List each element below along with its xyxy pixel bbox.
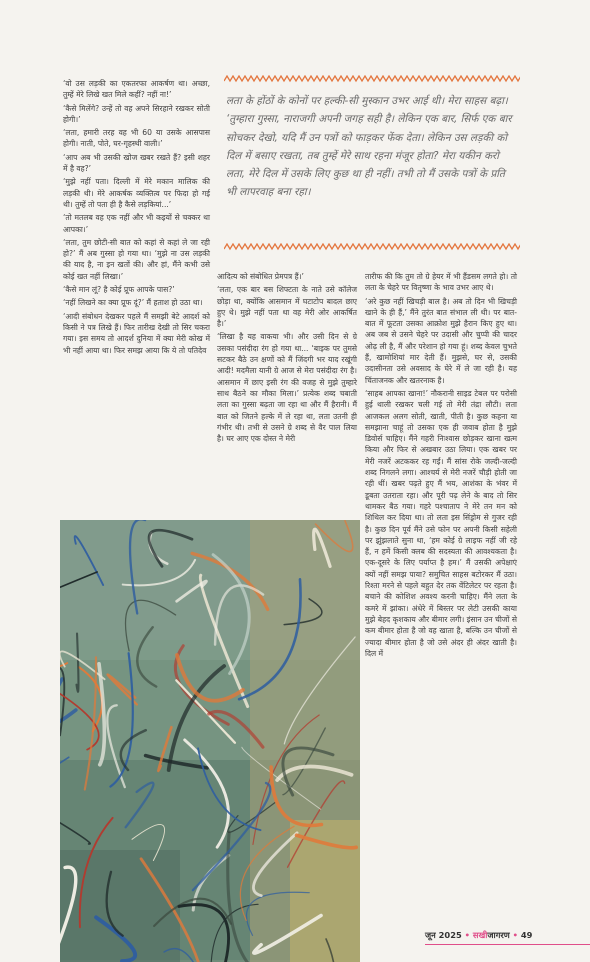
pull-quote: लता के होंठों के कोनों पर हल्की-सी मुस्कान उभर आई थी। मेरा साहस बढ़ा। ‘तुम्हारा गुस्सा, नाराजगी अपनी जगह सही है। लेकिन एक बार, सिर्फ एक बार सोचकर देखो, यदि मैं उन पत्रों को फाड़कर फेंक देता। लेकिन उस लड़की को दिल में बसाए रखता, तब तुम्हें मेरे साथ रहना मंजूर होता? मेरा यकीन करो लता, मेरे दिल में उसके लिए कुछ था ही नहीं। तभी तो मैं उसके पत्रों के प्रति भी लापरवाह बना रहा। [226, 95, 512, 199]
paragraph: ‘आप अब भी उसकी खोज खबर रखते हैं? इसी शहर में है वह?’ [63, 152, 210, 174]
decorative-zigzag-divider [224, 243, 520, 251]
page-footer [425, 930, 532, 941]
paragraph: ‘कैसे मिलेंगे? उन्हें तो वह अपने सिरहाने रखकर सोती होगी।’ [63, 103, 210, 124]
paragraph: आदित्य को संबोधित प्रेमपत्र हैं।’ [217, 272, 304, 281]
story-column-2 [217, 271, 357, 446]
story-column-3 [365, 271, 517, 661]
paragraph: ‘मुझे नहीं पता। दिल्ली में मेरे मकान मालिक की लड़की थी। मेरे आकर्षक व्यक्तित्व पर फिदा हो गई थी। तुम्हें तो पता ही है कैसे लड़कियां...’ [63, 177, 210, 209]
paragraph: तारीफ की कि तुम तो ग्रे हेयर में भी हैंडसम लगते हो। तो लता के चेहरे पर वितृष्णा के भाव उभर आए थे। [365, 272, 517, 293]
paragraph: ‘कैसे मान लूं? है कोई प्रूफ आपके पास?’ [63, 285, 175, 295]
paragraph: ‘नहीं लिखने का क्या प्रूफ दूं?’ मैं हताश हो उठा था। [63, 298, 203, 308]
paragraph: ‘आदी संबोधन देखकर पहले मैं समझी बेटे आदर्श को किसी ने पत्र लिखे हैं। फिर तारीख देखी तो सिर चकरा गया। इस समय तो आदर्श दुनिया में क्या मेरी कोख में भी नहीं आया था। फिर समझ आया कि ये तो पतिदेव [63, 311, 210, 355]
paragraph: ‘लिखा है यह वाकया भी। और उसी दिन से ग्रे उसका पसंदीदा रंग हो गया था... ‘बाइक पर तुमसे सटकर बैठे उन क्षणों को मैं जिंदगी भर याद रखूंगी आदी! मदमैला यानी ग्रे आज से मेरा पसंदीदा रंग है। आसमान में छाए इसी रंग की वजह से मुझे तुम्हारे साथ बैठने का मौका मिला।’ प्रत्येक शब्द चबाती लता का गुस्सा बढ़ता जा रहा था और मैं हैरानी। मैं बात को जितने हल्के में ले रहा था, लता उतनी ही गंभीर थी। तभी से उसने ग्रे शब्द से वैर पाल लिया है। घर आए एक दोस्त ने मेरी [217, 332, 357, 444]
paragraph: ‘लता, तुम छोटी-सी बात को कहां से कहां ले जा रही हो?’ मैं अब गुस्सा हो गया था। ‘मुझे ना उस लड़की की याद है, ना इन खतों की। और हां, मैंने कभी उसे कोई खत नहीं लिखा।’ [63, 237, 210, 281]
zigzag-line [224, 244, 520, 249]
abstract-painting-icon [60, 520, 360, 962]
separator-dot: • [461, 930, 473, 940]
paragraph: ‘लता, हमारी तरह वह भी 60 या उसके आसपास होगी। नाती, पोते, घर-गृहस्थी वाली।’ [63, 128, 210, 149]
paragraph: ‘अरे कुछ नहीं खिचड़ी बाल है। अब तो दिन भी खिचड़ी खाने के ही हैं,’ मैंने तुरंत बात संभाल ली थी। पर बात-बात में फूटता उसका आक्रोश मुझे हैरान किए हुए था। अब जब से उसने चेहरे पर उदासी और चुप्पी की चादर ओढ़ ली है, मैं और परेशान हो गया हूं। शब्द केवल चुभते हैं, खामोशियां मार देती हैं। मुझसे, घर से, उसकी उदासीनता उसे अवसाद के घेरे में ले जा रही है। यह चिंताजनक और खतरनाक है। [365, 296, 517, 385]
paragraph: ‘वो उस लड़की का एकतरफा आकर्षण था। अच्छा, तुम्हें मेरे लिखे खत मिले कहीं? नहीं ना!’ [63, 79, 210, 100]
abstract-painting-illustration [60, 520, 360, 962]
issue-date: जून 2025 [425, 930, 462, 940]
footer-rule [425, 944, 590, 945]
magazine-name-part1: सखी [472, 930, 488, 940]
magazine-name-part2: जागरण [487, 930, 510, 940]
decorative-zigzag-divider [224, 75, 520, 83]
page-number: 49 [520, 930, 533, 940]
zigzag-line [224, 76, 520, 81]
paragraph: ‘लता, एक बार बस शिफ्टता के नाते उसे कॉलेज छोड़ा था, क्योंकि आसमान में घटाटोप बादल छाए हुए थे। मुझे नहीं पता था वह मेरी ओर आकर्षित है।’ [217, 285, 357, 329]
paragraph: ‘साहब आपका खाना!’ नौकरानी साइड टेबल पर परोसी हुई थाली रखकर चली गई तो मेरी तंद्रा लौटी। लता आजकल अलग सोती, खाती, पीती है। कुछ कहना या समझाना चाहूं तो उसका एक ही जवाब होता है मुझे डिवोर्स चाहिए। मैंने गहरी निःश्वास छोड़कर खाना खत्म किया और फिर से अखबार उठा लिया। एक खबर पर मेरी नजरें अटककर रह गईं। मैं सांस रोके जल्दी-जल्दी शब्द निगलने लगा। आश्चर्य से मेरी नजरें चौड़ी होती जा रही थीं। खबर पढ़ते हुए मैं भय, आशंका के भंवर में डूबता उतराता रहा। और पूरी पढ़ लेने के बाद तो सिर थामकर बैठ गया। गहरे पश्चाताप ने मेरे तन मन को शिथिल कर दिया था। तो लता इस सिंड्रोम से गुजर रही है। कुछ दिन पूर्व मैंने उसे फोन पर अपनी किसी सहेली पर झुंझलाते सुना था, ‘हम कोई ग्रे लाइफ नहीं जी रहे हैं, न हमें किसी क्लब की सदस्यता की आवश्यकता है। एक-दूसरे के लिए पर्याप्त है हम।’ मैं उसकी अपेक्षाएं क्यों नहीं समझ पाया? समुचित साहस बटोरकर मैं उठा। रिश्ता मरने से पहले बहुत देर तक वेंटिलेटर पर रहता है। बचाने की कोशिश अवश्य करनी चाहिए। मैंने लता के कमरे में झांका। अंधेरे में बिस्तर पर लेटी उसकी काया मुझे बेहद कृशकाय और बीमार लगी। इंसान उन चीजों से कम बीमार होता है जो वह खाता है, बल्कि उन चीजों से ज्यादा बीमार होता है जो उसे अंदर ही अंदर खाती है। दिल में [365, 388, 517, 658]
separator-dot: • [509, 930, 521, 940]
story-column-1 [63, 78, 210, 358]
paragraph: ‘तो मतलब वह एक नहीं और भी कइयों से चक्कर था आपका।’ [63, 213, 210, 234]
